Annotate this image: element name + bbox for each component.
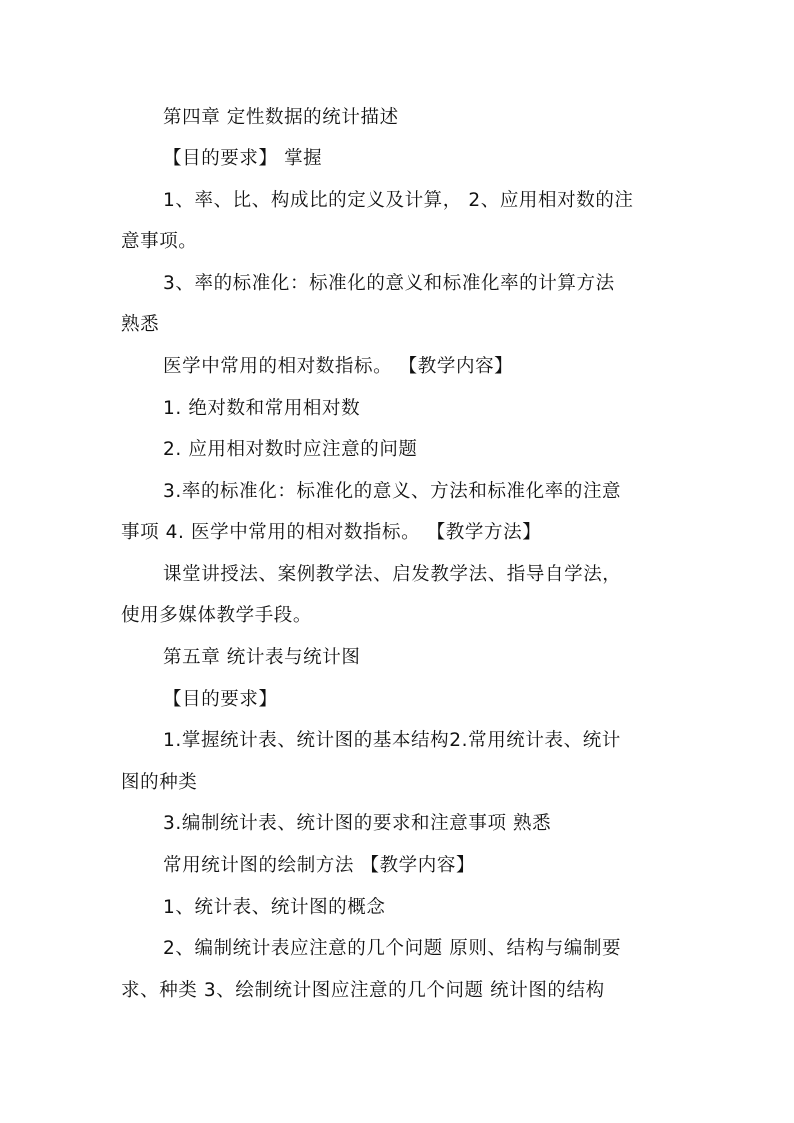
list-item: 3.编制统计表、统计图的要求和注意事项 熟悉 <box>163 813 552 834</box>
list-item: 2、编制统计表应注意的几个问题 原则、结构与编制要 <box>163 938 622 959</box>
list-item: 3.率的标准化：标准化的意义、方法和标准化率的注意 <box>163 481 622 502</box>
chapter-4-title: 第四章 定性数据的统计描述 <box>163 107 399 128</box>
section-heading-objectives: 【目的要求】 掌握 <box>163 148 323 169</box>
list-item: 1、统计表、统计图的概念 <box>163 897 386 918</box>
list-item: 1.掌握统计表、统计图的基本结构2.常用统计表、统计 <box>163 730 621 751</box>
chapter-5-title: 第五章 统计表与统计图 <box>163 647 361 668</box>
paragraph-line: 意事项。 <box>121 231 198 252</box>
paragraph-line: 求、种类 3、绘制统计图应注意的几个问题 统计图的结构 <box>121 980 605 1001</box>
paragraph-line: 事项 4. 医学中常用的相对数指标。 【教学方法】 <box>121 522 542 543</box>
paragraph-line: 课堂讲授法、案例教学法、启发教学法、指导自学法， <box>163 564 622 585</box>
list-item: 2. 应用相对数时应注意的问题 <box>163 439 418 460</box>
paragraph-line: 熟悉 <box>121 314 160 335</box>
list-item: 1. 绝对数和常用相对数 <box>163 398 361 419</box>
paragraph-line: 医学中常用的相对数指标。 【教学内容】 <box>163 356 514 377</box>
paragraph-line: 使用多媒体教学手段。 <box>121 605 313 626</box>
paragraph-line: 3、率的标准化：标准化的意义和标准化率的计算方法 <box>163 273 615 294</box>
section-heading-objectives: 【目的要求】 <box>163 689 278 710</box>
paragraph-line: 图的种类 <box>121 772 198 793</box>
paragraph-line: 1、率、比、构成比的定义及计算， 2、应用相对数的注 <box>163 190 634 211</box>
paragraph-line: 常用统计图的绘制方法 【教学内容】 <box>163 855 476 876</box>
